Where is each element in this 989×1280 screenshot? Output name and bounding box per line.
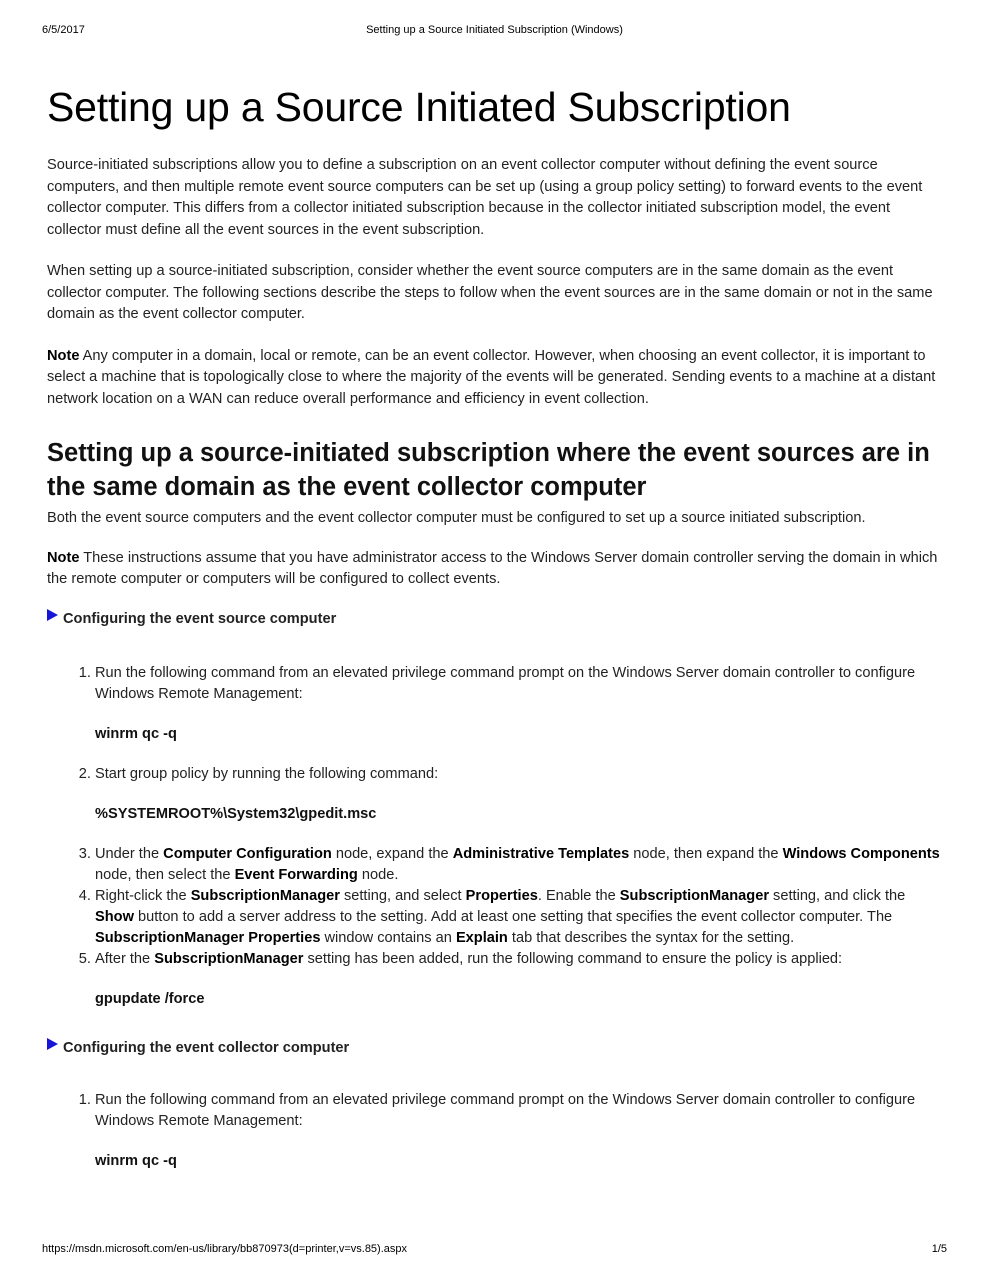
ui-term: SubscriptionManager [190, 887, 340, 904]
toggle-label: Configuring the event source computer [63, 610, 337, 627]
intro-paragraph: When setting up a source-initiated subscription, consider whether the event source computers are in the same domain as the event collector computer. The following sections describe the steps to follow when the event sources are in the same domain or not in the same domain as the event collector computer. [47, 263, 933, 322]
note-text: These instructions assume that you have administrator access to the Windows Server domain controller serving the domain in which the remote computer or computers will be configured to collect events. [47, 549, 938, 587]
expand-triangle-icon[interactable] [47, 609, 58, 621]
command: gpupdate /force [95, 990, 205, 1007]
step-text: node, then select the [95, 866, 235, 883]
note-text: Any computer in a domain, local or remote, can be an event collector. However, when choosing an event collector, it is important to select a machine that is topologically close to where the majority of the events will be generated. Sending events to a machine at a distant network location on a WAN can reduce overall performance and efficiency in event collection. [47, 347, 936, 407]
step-text: setting, and click the [769, 887, 906, 904]
print-header [0, 24, 989, 40]
step-text: Right-click the [95, 887, 191, 904]
ui-term: Explain [455, 929, 508, 946]
step-text: Run the following command from an elevated privilege command prompt on the Windows Server domain controller to configure Windows Remote Management: [95, 664, 916, 702]
ui-term: Show [95, 908, 134, 925]
toggle-label: Configuring the event collector computer [63, 1039, 350, 1056]
ui-term: Event Forwarding [234, 866, 358, 883]
ui-term: Properties [465, 887, 538, 904]
step-text: . Enable the [537, 887, 620, 904]
list-item [95, 886, 947, 949]
print-date: 6/5/2017 [42, 24, 85, 36]
section-lead: Both the event source computers and the event collector computer must be configured to set up a source initiated subscription. [47, 510, 866, 526]
expand-triangle-icon[interactable] [47, 1038, 58, 1050]
ui-term: SubscriptionManager [154, 950, 304, 967]
section-heading: Setting up a source-initiated subscription where the event sources are in the same domain as the event collector computer [47, 439, 930, 501]
note [47, 346, 947, 411]
step-text: Start group policy by running the following command: [95, 765, 439, 782]
step-text: setting has been added, run the following command to ensure the policy is applied: [303, 950, 843, 967]
source-steps-list [47, 663, 947, 1010]
ui-term: SubscriptionManager Properties [95, 929, 321, 946]
print-title: Setting up a Source Initiated Subscription (Windows) [366, 24, 623, 36]
list-item [95, 949, 947, 1010]
list-item [95, 764, 947, 825]
step-text: node, expand the [331, 845, 453, 862]
note [47, 548, 947, 591]
command: winrm qc -q [95, 1152, 177, 1169]
page-number: 1/5 [931, 1243, 947, 1255]
step-text: node. [357, 866, 399, 883]
ui-term: Computer Configuration [163, 845, 332, 862]
command: winrm qc -q [95, 725, 177, 742]
step-text: Under the [95, 845, 164, 862]
step-text: node, then expand the [629, 845, 783, 862]
list-item [95, 1090, 947, 1172]
step-text: After the [95, 950, 155, 967]
command: %SYSTEMROOT%\System32\gpedit.msc [95, 805, 377, 822]
step-text: setting, and select [339, 887, 466, 904]
article [47, 84, 947, 1191]
toggle-configuring-event-collector[interactable] [47, 1040, 947, 1056]
toggle-configuring-event-source[interactable] [47, 611, 947, 627]
collector-steps-list [47, 1090, 947, 1172]
note-label: Note [47, 549, 80, 566]
step-text: tab that describes the syntax for the setting. [507, 929, 795, 946]
step-text: window contains an [320, 929, 456, 946]
step-text: button to add a server address to the setting. Add at least one setting that specifies the event collector computer. The [133, 908, 893, 925]
ui-term: SubscriptionManager [619, 887, 769, 904]
page-title: Setting up a Source Initiated Subscription [47, 84, 791, 130]
intro-paragraph: Source-initiated subscriptions allow you to define a subscription on an event collector computer without defining the event source computers, and then multiple remote event source computers can be set up (using a group policy setting) to forward events to the event collector computer. This differs from a collector initiated subscription because in the collector initiated subscription model, the event collector must define all the event sources in the event subscription. [47, 157, 923, 238]
note-label: Note [47, 347, 80, 364]
print-url: https://msdn.microsoft.com/en-us/library/bb870973(d=printer,v=vs.85).aspx [42, 1243, 408, 1255]
ui-term: Windows Components [782, 845, 940, 862]
list-item [95, 844, 947, 886]
step-text: Run the following command from an elevated privilege command prompt on the Windows Server domain controller to configure Windows Remote Management: [95, 1091, 916, 1129]
print-footer [0, 1243, 989, 1259]
list-item [95, 663, 947, 745]
ui-term: Administrative Templates [452, 845, 630, 862]
